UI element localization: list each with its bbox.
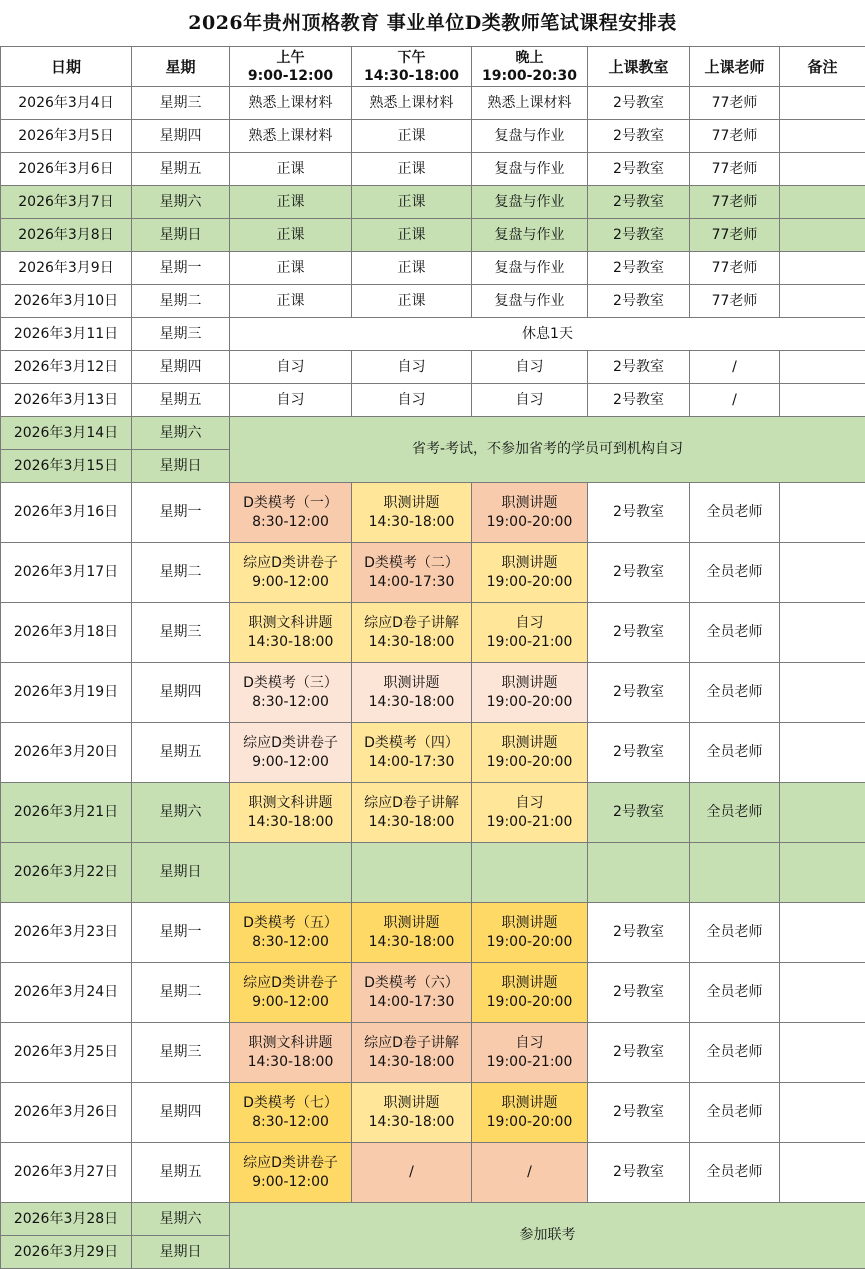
session-time: 9:00-12:00 — [252, 573, 329, 590]
session-name: 综应D卷子讲解 — [364, 794, 459, 811]
teacher-cell: 全员老师 — [690, 663, 780, 723]
afternoon-cell: 正课 — [352, 219, 472, 252]
evening-cell — [472, 903, 588, 963]
morning-cell: 正课 — [230, 285, 352, 318]
date-cell: 2026年3月6日 — [1, 153, 132, 186]
afternoon-cell: 正课 — [352, 285, 472, 318]
morning-cell — [230, 483, 352, 543]
joint-exam-cell: 参加联考 — [230, 1203, 865, 1269]
afternoon-cell — [352, 603, 472, 663]
session-name: 自习 — [515, 614, 544, 631]
morning-cell — [230, 663, 352, 723]
evening-cell: 复盘与作业 — [472, 120, 588, 153]
session-name: 综应D类讲卷子 — [243, 1154, 338, 1171]
room-cell: 2号教室 — [588, 483, 690, 543]
weekday-cell: 星期四 — [132, 1083, 230, 1143]
session-name: D类模考（二） — [364, 554, 459, 571]
session-time: 9:00-12:00 — [252, 1173, 329, 1190]
session-name: 自习 — [515, 1034, 544, 1051]
session-time: 8:30-12:00 — [252, 1113, 329, 1130]
date-cell: 2026年3月22日 — [1, 843, 132, 903]
afternoon-cell — [352, 1023, 472, 1083]
afternoon-cell: 自习 — [352, 384, 472, 417]
evening-cell — [472, 603, 588, 663]
morning-cell — [230, 903, 352, 963]
teacher-cell: 全员老师 — [690, 1083, 780, 1143]
header-morning — [230, 47, 352, 87]
date-cell: 2026年3月18日 — [1, 603, 132, 663]
session-name: 职测讲题 — [383, 674, 440, 691]
session-name: D类模考（五） — [243, 914, 338, 931]
teacher-cell: 77老师 — [690, 120, 780, 153]
afternoon-cell: 正课 — [352, 153, 472, 186]
session-name: D类模考（四） — [364, 734, 459, 751]
header-weekday: 星期 — [132, 47, 230, 87]
table-row — [1, 384, 865, 417]
table-row-weekend — [1, 783, 865, 843]
evening-cell: / — [472, 1143, 588, 1203]
morning-cell — [230, 1023, 352, 1083]
afternoon-cell — [352, 843, 472, 903]
date-cell: 2026年3月10日 — [1, 285, 132, 318]
teacher-cell: 77老师 — [690, 186, 780, 219]
weekday-cell: 星期二 — [132, 285, 230, 318]
afternoon-cell — [352, 1083, 472, 1143]
afternoon-cell — [352, 483, 472, 543]
room-cell: 2号教室 — [588, 120, 690, 153]
session-name: 职测讲题 — [383, 494, 440, 511]
teacher-cell: 77老师 — [690, 285, 780, 318]
table-row — [1, 120, 865, 153]
evening-cell: 复盘与作业 — [472, 285, 588, 318]
session-time: 19:00-21:00 — [486, 1053, 573, 1070]
session-name: 综应D类讲卷子 — [243, 734, 338, 751]
weekday-cell: 星期四 — [132, 351, 230, 384]
note-cell — [780, 963, 865, 1023]
teacher-cell: 全员老师 — [690, 603, 780, 663]
teacher-cell: 全员老师 — [690, 1143, 780, 1203]
afternoon-cell — [352, 783, 472, 843]
session-time: 8:30-12:00 — [252, 933, 329, 950]
weekday-cell: 星期三 — [132, 603, 230, 663]
weekday-cell: 星期日 — [132, 843, 230, 903]
afternoon-cell — [352, 723, 472, 783]
session-name: 职测文科讲题 — [248, 794, 333, 811]
evening-cell — [472, 1023, 588, 1083]
table-row — [1, 1143, 865, 1203]
session-time: 14:00-17:30 — [368, 753, 455, 770]
session-time: 14:00-17:30 — [368, 993, 455, 1010]
teacher-cell: 全员老师 — [690, 483, 780, 543]
date-cell: 2026年3月14日 — [1, 417, 132, 450]
session-time: 14:30-18:00 — [247, 813, 334, 830]
weekday-cell: 星期日 — [132, 219, 230, 252]
header-date: 日期 — [1, 47, 132, 87]
date-cell: 2026年3月4日 — [1, 87, 132, 120]
header-note: 备注 — [780, 47, 865, 87]
morning-cell: 正课 — [230, 252, 352, 285]
afternoon-cell: 正课 — [352, 252, 472, 285]
session-name: 职测讲题 — [501, 734, 558, 751]
note-cell — [780, 1083, 865, 1143]
date-cell: 2026年3月28日 — [1, 1203, 132, 1236]
room-cell: 2号教室 — [588, 603, 690, 663]
date-cell: 2026年3月9日 — [1, 252, 132, 285]
session-name: 职测文科讲题 — [248, 1034, 333, 1051]
date-cell: 2026年3月21日 — [1, 783, 132, 843]
session-name: 综应D卷子讲解 — [364, 614, 459, 631]
rest-day-cell: 休息1天 — [230, 318, 865, 351]
header-afternoon-time: 14:30-18:00 — [364, 67, 459, 84]
session-name: 职测讲题 — [501, 1094, 558, 1111]
note-cell — [780, 384, 865, 417]
weekday-cell: 星期五 — [132, 1143, 230, 1203]
header-morning-label: 上午 — [276, 49, 305, 66]
table-row — [1, 663, 865, 723]
session-time: 14:30-18:00 — [368, 693, 455, 710]
room-cell: 2号教室 — [588, 252, 690, 285]
evening-cell — [472, 483, 588, 543]
teacher-cell: 77老师 — [690, 153, 780, 186]
morning-cell: 自习 — [230, 351, 352, 384]
session-time: 8:30-12:00 — [252, 513, 329, 530]
header-evening-label: 晚上 — [515, 49, 544, 66]
note-cell — [780, 1143, 865, 1203]
date-cell: 2026年3月19日 — [1, 663, 132, 723]
weekday-cell: 星期二 — [132, 963, 230, 1023]
afternoon-cell — [352, 543, 472, 603]
weekday-cell: 星期三 — [132, 1023, 230, 1083]
table-row — [1, 543, 865, 603]
weekday-cell: 星期一 — [132, 252, 230, 285]
session-name: D类模考（六） — [364, 974, 459, 991]
morning-cell: 熟悉上课材料 — [230, 87, 352, 120]
weekday-cell: 星期六 — [132, 1203, 230, 1236]
session-time: 8:30-12:00 — [252, 693, 329, 710]
note-cell — [780, 843, 865, 903]
afternoon-cell: / — [352, 1143, 472, 1203]
header-teacher: 上课老师 — [690, 47, 780, 87]
afternoon-cell: 自习 — [352, 351, 472, 384]
table-row-weekend — [1, 186, 865, 219]
room-cell — [588, 843, 690, 903]
session-name: 综应D卷子讲解 — [364, 1034, 459, 1051]
note-cell — [780, 903, 865, 963]
note-cell — [780, 483, 865, 543]
date-cell: 2026年3月7日 — [1, 186, 132, 219]
note-cell — [780, 120, 865, 153]
teacher-cell: 77老师 — [690, 219, 780, 252]
session-time: 14:30-18:00 — [368, 513, 455, 530]
evening-cell — [472, 843, 588, 903]
session-time: 14:30-18:00 — [368, 813, 455, 830]
header-evening — [472, 47, 588, 87]
teacher-cell: 77老师 — [690, 87, 780, 120]
session-name: 职测讲题 — [501, 494, 558, 511]
session-time: 19:00-21:00 — [486, 813, 573, 830]
session-time: 19:00-20:00 — [486, 693, 573, 710]
date-cell: 2026年3月12日 — [1, 351, 132, 384]
table-row — [1, 153, 865, 186]
evening-cell: 复盘与作业 — [472, 153, 588, 186]
teacher-cell: 全员老师 — [690, 963, 780, 1023]
afternoon-cell: 正课 — [352, 186, 472, 219]
header-row — [1, 47, 865, 87]
date-cell: 2026年3月17日 — [1, 543, 132, 603]
page-title: 2026年贵州顶格教育 事业单位D类教师笔试课程安排表 — [188, 12, 677, 34]
room-cell: 2号教室 — [588, 543, 690, 603]
afternoon-cell: 熟悉上课材料 — [352, 87, 472, 120]
teacher-cell: 全员老师 — [690, 543, 780, 603]
table-row — [1, 903, 865, 963]
teacher-cell: / — [690, 384, 780, 417]
room-cell: 2号教室 — [588, 153, 690, 186]
session-time: 19:00-21:00 — [486, 633, 573, 650]
room-cell: 2号教室 — [588, 351, 690, 384]
date-cell: 2026年3月29日 — [1, 1236, 132, 1269]
weekday-cell: 星期日 — [132, 450, 230, 483]
teacher-cell: 全员老师 — [690, 723, 780, 783]
morning-cell: 熟悉上课材料 — [230, 120, 352, 153]
session-time: 19:00-20:00 — [486, 513, 573, 530]
session-time: 14:30-18:00 — [368, 1113, 455, 1130]
note-cell — [780, 723, 865, 783]
note-cell — [780, 252, 865, 285]
session-name: 职测讲题 — [501, 914, 558, 931]
evening-cell — [472, 723, 588, 783]
evening-cell — [472, 663, 588, 723]
session-name: D类模考（三） — [243, 674, 338, 691]
weekday-cell: 星期五 — [132, 153, 230, 186]
weekday-cell: 星期五 — [132, 723, 230, 783]
session-name: D类模考（七） — [243, 1094, 338, 1111]
note-cell — [780, 219, 865, 252]
date-cell: 2026年3月15日 — [1, 450, 132, 483]
session-name: D类模考（一） — [243, 494, 338, 511]
room-cell: 2号教室 — [588, 87, 690, 120]
teacher-cell: / — [690, 351, 780, 384]
table-row — [1, 483, 865, 543]
note-cell — [780, 783, 865, 843]
session-name: 职测讲题 — [501, 554, 558, 571]
teacher-cell: 全员老师 — [690, 783, 780, 843]
session-time: 14:30-18:00 — [247, 633, 334, 650]
note-cell — [780, 603, 865, 663]
morning-cell — [230, 1083, 352, 1143]
note-cell — [780, 186, 865, 219]
room-cell: 2号教室 — [588, 663, 690, 723]
session-time: 9:00-12:00 — [252, 993, 329, 1010]
table-row — [1, 318, 865, 351]
weekday-cell: 星期六 — [132, 783, 230, 843]
weekday-cell: 星期三 — [132, 318, 230, 351]
table-row-weekend — [1, 1203, 865, 1236]
room-cell: 2号教室 — [588, 1083, 690, 1143]
morning-cell: 正课 — [230, 186, 352, 219]
session-time: 14:00-17:30 — [368, 573, 455, 590]
morning-cell — [230, 963, 352, 1023]
header-morning-time: 9:00-12:00 — [247, 67, 334, 84]
morning-cell: 自习 — [230, 384, 352, 417]
morning-cell: 正课 — [230, 153, 352, 186]
session-time: 19:00-20:00 — [486, 933, 573, 950]
date-cell: 2026年3月25日 — [1, 1023, 132, 1083]
evening-cell: 复盘与作业 — [472, 252, 588, 285]
date-cell: 2026年3月26日 — [1, 1083, 132, 1143]
room-cell: 2号教室 — [588, 186, 690, 219]
table-row-weekend — [1, 417, 865, 450]
session-name: 职测讲题 — [383, 1094, 440, 1111]
teacher-cell — [690, 843, 780, 903]
evening-cell: 复盘与作业 — [472, 186, 588, 219]
evening-cell — [472, 963, 588, 1023]
session-name: 职测文科讲题 — [248, 614, 333, 631]
room-cell: 2号教室 — [588, 783, 690, 843]
note-cell — [780, 351, 865, 384]
evening-cell — [472, 783, 588, 843]
header-evening-time: 19:00-20:30 — [482, 67, 577, 84]
evening-cell — [472, 543, 588, 603]
header-room: 上课教室 — [588, 47, 690, 87]
morning-cell — [230, 843, 352, 903]
date-cell: 2026年3月27日 — [1, 1143, 132, 1203]
evening-cell: 熟悉上课材料 — [472, 87, 588, 120]
room-cell: 2号教室 — [588, 903, 690, 963]
date-cell: 2026年3月11日 — [1, 318, 132, 351]
table-row — [1, 1023, 865, 1083]
evening-cell: 自习 — [472, 384, 588, 417]
session-time: 19:00-20:00 — [486, 1113, 573, 1130]
teacher-cell: 77老师 — [690, 252, 780, 285]
weekday-cell: 星期五 — [132, 384, 230, 417]
table-row — [1, 252, 865, 285]
table-row — [1, 963, 865, 1023]
date-cell: 2026年3月20日 — [1, 723, 132, 783]
session-name: 综应D类讲卷子 — [243, 974, 338, 991]
note-cell — [780, 543, 865, 603]
weekday-cell: 星期一 — [132, 903, 230, 963]
session-time: 19:00-20:00 — [486, 753, 573, 770]
date-cell: 2026年3月23日 — [1, 903, 132, 963]
room-cell: 2号教室 — [588, 1023, 690, 1083]
evening-cell: 复盘与作业 — [472, 219, 588, 252]
room-cell: 2号教室 — [588, 723, 690, 783]
room-cell: 2号教室 — [588, 1143, 690, 1203]
session-time: 9:00-12:00 — [252, 753, 329, 770]
afternoon-cell — [352, 903, 472, 963]
table-row — [1, 1083, 865, 1143]
teacher-cell: 全员老师 — [690, 903, 780, 963]
date-cell: 2026年3月16日 — [1, 483, 132, 543]
note-cell — [780, 285, 865, 318]
morning-cell — [230, 543, 352, 603]
evening-cell — [472, 1083, 588, 1143]
weekday-cell: 星期二 — [132, 543, 230, 603]
session-name: 职测讲题 — [383, 914, 440, 931]
weekday-cell: 星期六 — [132, 186, 230, 219]
session-time: 19:00-20:00 — [486, 993, 573, 1010]
note-cell — [780, 663, 865, 723]
note-cell — [780, 1023, 865, 1083]
note-cell — [780, 153, 865, 186]
date-cell: 2026年3月5日 — [1, 120, 132, 153]
morning-cell — [230, 1143, 352, 1203]
note-cell — [780, 87, 865, 120]
session-time: 14:30-18:00 — [247, 1053, 334, 1070]
table-row — [1, 87, 865, 120]
date-cell: 2026年3月24日 — [1, 963, 132, 1023]
weekday-cell: 星期六 — [132, 417, 230, 450]
date-cell: 2026年3月13日 — [1, 384, 132, 417]
room-cell: 2号教室 — [588, 384, 690, 417]
weekday-cell: 星期四 — [132, 663, 230, 723]
header-afternoon-label: 下午 — [397, 49, 426, 66]
session-name: 职测讲题 — [501, 674, 558, 691]
table-row-weekend — [1, 219, 865, 252]
room-cell: 2号教室 — [588, 285, 690, 318]
room-cell: 2号教室 — [588, 963, 690, 1023]
session-time: 14:30-18:00 — [368, 633, 455, 650]
session-time: 14:30-18:00 — [368, 933, 455, 950]
table-row — [1, 285, 865, 318]
schedule-table — [0, 46, 865, 1269]
session-time: 19:00-20:00 — [486, 573, 573, 590]
table-row — [1, 603, 865, 663]
table-row — [1, 723, 865, 783]
morning-cell: 正课 — [230, 219, 352, 252]
table-row-weekend — [1, 843, 865, 903]
evening-cell: 自习 — [472, 351, 588, 384]
table-row — [1, 351, 865, 384]
session-name: 综应D类讲卷子 — [243, 554, 338, 571]
afternoon-cell: 正课 — [352, 120, 472, 153]
morning-cell — [230, 783, 352, 843]
session-time: 14:30-18:00 — [368, 1053, 455, 1070]
header-afternoon — [352, 47, 472, 87]
provincial-exam-cell: 省考-考试，不参加省考的学员可到机构自习 — [230, 417, 865, 483]
afternoon-cell — [352, 663, 472, 723]
weekday-cell: 星期四 — [132, 120, 230, 153]
session-name: 自习 — [515, 794, 544, 811]
weekday-cell: 星期三 — [132, 87, 230, 120]
date-cell: 2026年3月8日 — [1, 219, 132, 252]
morning-cell — [230, 603, 352, 663]
room-cell: 2号教室 — [588, 219, 690, 252]
weekday-cell: 星期一 — [132, 483, 230, 543]
teacher-cell: 全员老师 — [690, 1023, 780, 1083]
afternoon-cell — [352, 963, 472, 1023]
session-name: 职测讲题 — [501, 974, 558, 991]
weekday-cell: 星期日 — [132, 1236, 230, 1269]
morning-cell — [230, 723, 352, 783]
